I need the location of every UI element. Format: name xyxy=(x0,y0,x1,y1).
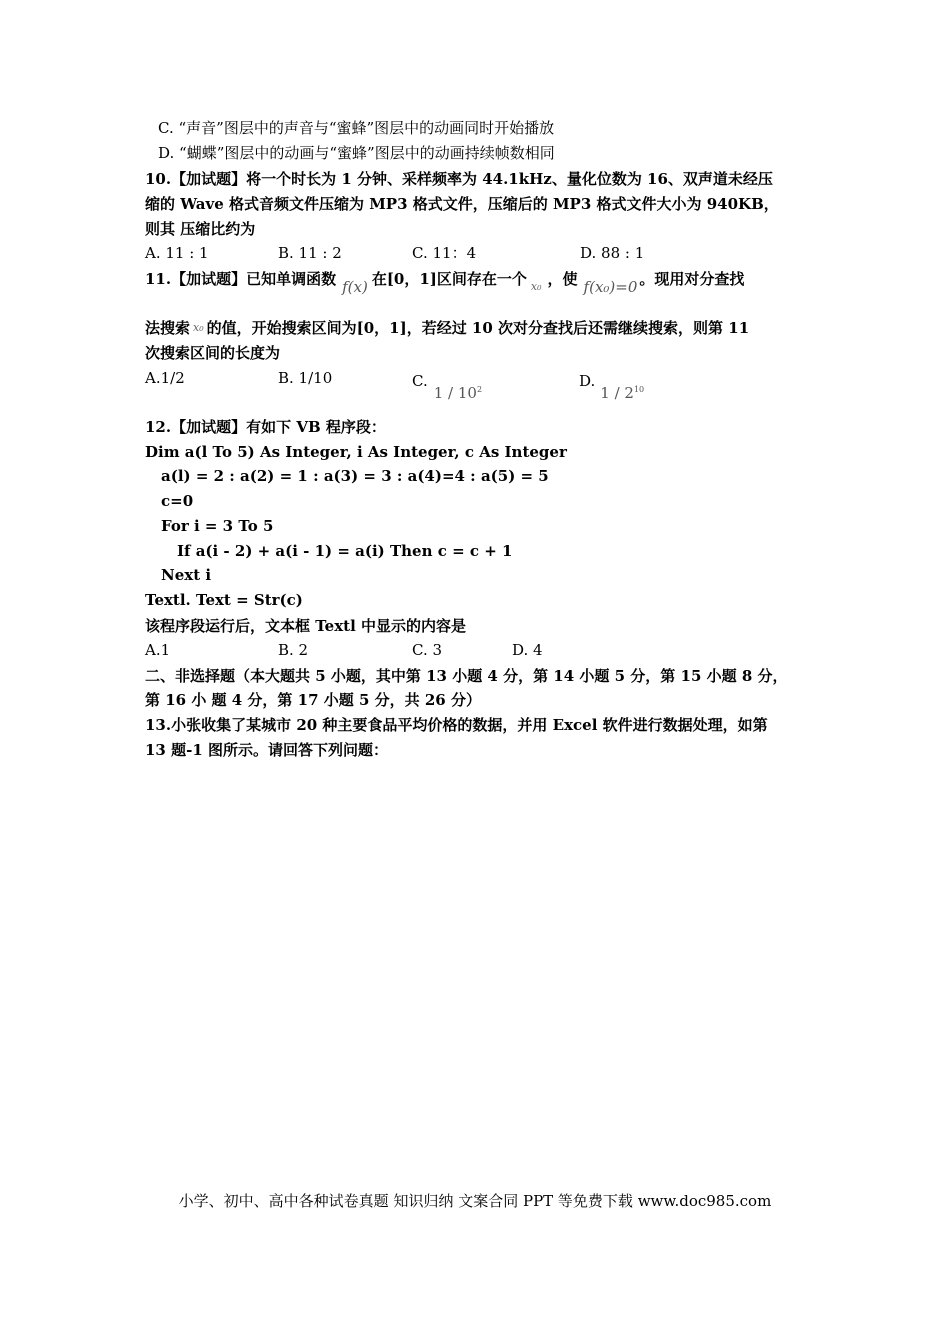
section2-heading-line1: 二、非选择题（本大题共 5 小题，其中第 13 小题 4 分，第 14 小题 5 分，第 15 小题 8 分， xyxy=(145,667,788,685)
q12-code-line-4: For i = 3 To 5 xyxy=(161,517,274,535)
q11-option-c-fraction xyxy=(434,384,482,402)
page-footer: 小学、初中、高中各种试卷真题 知识归纳 文案合同 PPT 等免费下载 www.doc985.com xyxy=(178,1192,772,1210)
section2-heading-line2: 第 16 小 题 4 分，第 17 小题 5 分，共 26 分） xyxy=(145,691,481,709)
q12-option-a: A.1 xyxy=(145,641,171,659)
q10-option-b: B. 11 : 2 xyxy=(278,244,342,262)
math-f-of-x: f(x) xyxy=(342,278,368,296)
q11-line1-part-b: 在[0，1]区间存在一个 xyxy=(371,270,527,288)
q10-option-d: D. 88 : 1 xyxy=(580,244,645,262)
math-x0: x₀ xyxy=(530,280,542,293)
q13-line1: 13.小张收集了某城市 20 种主要食品平均价格的数据，并用 Excel 软件进行数据处理，如第 xyxy=(145,716,768,734)
q11-option-a: A.1/2 xyxy=(145,369,185,387)
q13-line2: 13 题-1 图所示。请回答下列问题： xyxy=(145,741,388,759)
q11-line1-part-d: 。现用对分查找 xyxy=(639,270,745,288)
q11-line1-part-c: ，使 xyxy=(547,270,578,288)
q11-line2-part-b: 的值，开始搜索区间为[0，1]，若经过 10 次对分查找后还需继续搜索，则第 11 xyxy=(206,319,750,337)
q10-option-c: C. 11：4 xyxy=(412,244,477,262)
q12-option-d: D. 4 xyxy=(512,641,543,659)
q10-line1: 10.【加试题】将一个时长为 1 分钟、采样频率为 44.1kHz、量化位数为 16、双声道未经压 xyxy=(145,170,773,188)
q11-option-d-fraction xyxy=(600,384,644,402)
q12-code-line-2: a(l) = 2 : a(2) = 1 : a(3) = 3 : a(4)=4 : a(5) = 5 xyxy=(161,467,549,485)
q10-line2: 缩的 Wave 格式音频文件压缩为 MP3 格式文件，压缩后的 MP3 格式文件大小为 940KB， xyxy=(145,195,779,213)
q9-option-d: D. “蝴蝶”图层中的动画与“蜜蜂”图层中的动画持续帧数相同 xyxy=(158,144,555,162)
q11-option-d-exponent: 10 xyxy=(633,385,645,394)
q12-option-b: B. 2 xyxy=(278,641,309,659)
math-f-x0-equals-zero: f(x₀)=0 xyxy=(583,278,638,296)
q12-code-line-5: If a(i - 2) + a(i - 1) = a(i) Then c = c + 1 xyxy=(177,542,513,560)
q11-option-d xyxy=(579,368,645,402)
q12-code-line-6: Next i xyxy=(161,566,212,584)
q12-code-line-7: Textl. Text = Str(c) xyxy=(145,591,303,609)
q11-option-b: B. 1/10 xyxy=(278,369,333,387)
q11-line1 xyxy=(145,269,810,297)
q11-option-d-label: D. xyxy=(579,372,596,390)
q12-code-line-1: Dim a(l To 5) As Integer, i As Integer, c As Integer xyxy=(145,443,567,461)
q11-option-c-exponent: 2 xyxy=(476,385,483,394)
q11-option-c-base: 1 / 10 xyxy=(433,384,477,402)
q9-option-c: C. “声音”图层中的声音与“蜜蜂”图层中的动画同时开始播放 xyxy=(158,119,555,137)
q10-line3: 则其 压缩比约为 xyxy=(145,220,256,238)
q12-option-c: C. 3 xyxy=(412,641,443,659)
q12-code-line-3: c=0 xyxy=(161,492,194,510)
q11-option-c xyxy=(412,368,483,402)
q11-line2 xyxy=(145,318,810,338)
q11-line2-part-a: 法搜索 xyxy=(145,319,191,337)
q11-option-d-base: 1 / 2 xyxy=(600,384,634,402)
q10-option-a: A. 11 : 1 xyxy=(145,244,209,262)
q11-line3: 次搜索区间的长度为 xyxy=(145,344,281,362)
q11-line1-part-a: 11.【加试题】已知单调函数 xyxy=(145,270,337,288)
q12-title: 12.【加试题】有如下 VB 程序段： xyxy=(145,418,386,436)
q11-option-c-label: C. xyxy=(412,372,428,390)
math-x0-inline: x₀ xyxy=(193,321,204,334)
q12-question: 该程序段运行后，文本框 Textl 中显示的内容是 xyxy=(145,617,467,635)
